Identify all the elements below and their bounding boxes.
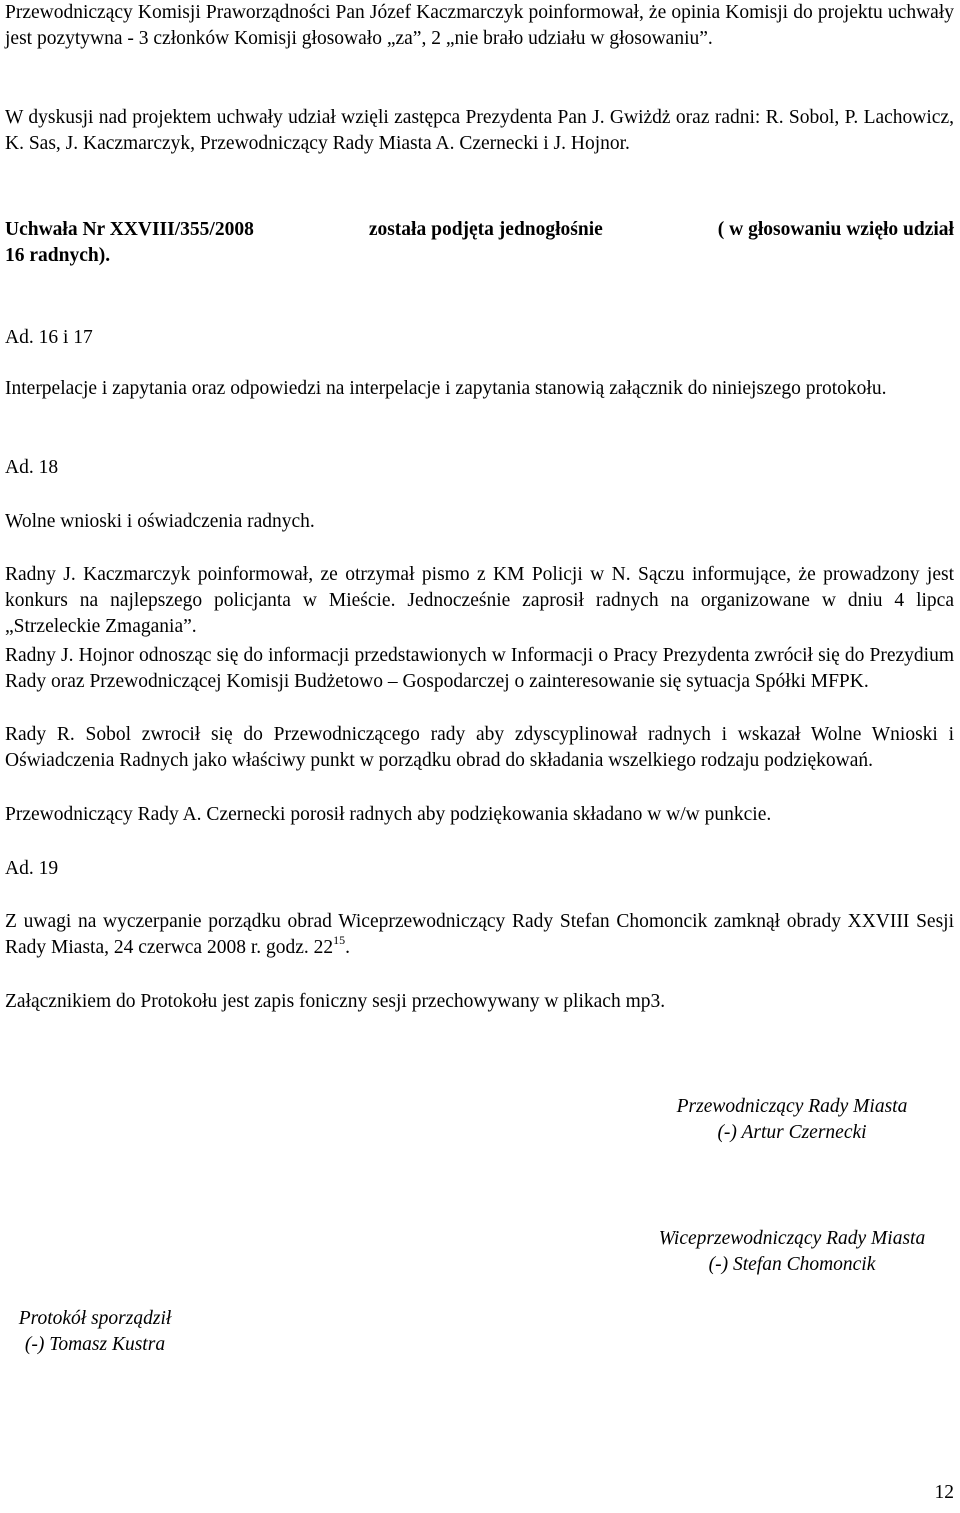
closing-time-minutes: 15: [333, 933, 346, 947]
resolution-block: [5, 217, 954, 269]
resolution-number: Uchwała Nr XXVIII/355/2008: [5, 219, 254, 240]
closing-text: Z uwagi na wyczerpanie porządku obrad Wiceprzewodniczący Rady Stefan Chomoncik zamknął obrady XXVIII Sesji Rady Miasta, 24 czerwca 2008 r. godz. 22: [5, 911, 954, 958]
resolution-note-end: 16 radnych).: [5, 245, 111, 266]
czernecki-paragraph: Przewodniczący Rady A. Czernecki porosił radnych aby podziękowania składano w w/w punkcie.: [5, 804, 772, 825]
resolution-line: [5, 217, 954, 243]
attachment-paragraph: Załącznikiem do Protokołu jest zapis foniczny sesji przechowywany w plikach mp3.: [5, 991, 666, 1012]
closing-end: .: [345, 937, 351, 958]
vice-chair-signature: [632, 1226, 952, 1278]
recorder-title: Protokół sporządził: [18, 1308, 172, 1329]
resolution-note-start: ( w głosowaniu wzięło udział: [717, 219, 954, 240]
chair-title: Przewodniczący Rady Miasta: [676, 1096, 908, 1117]
closing-paragraph: [5, 909, 954, 961]
interpellations-paragraph: Interpelacje i zapytania oraz odpowiedzi na interpelacje i zapytania stanowią załącznik do niniejszego protokołu.: [5, 378, 887, 399]
kaczmarczyk-paragraph: Radny J. Kaczmarczyk poinformował, ze otrzymał pismo z KM Policji w N. Sączu informujące, że prowadzony jest konkurs na najlepszego policjanta w Mieście. Jednocześnie zaprosił radnych na organizowane w dniu 4 lipca „Strzeleckie Zmagania”.: [5, 564, 954, 637]
vice-chair-name: (-) Stefan Chomoncik: [708, 1254, 876, 1275]
chair-name: (-) Artur Czernecki: [717, 1122, 867, 1143]
vice-chair-title: Wiceprzewodniczący Rady Miasta: [658, 1228, 926, 1249]
resolution-result: została podjęta jednogłośnie: [368, 219, 603, 240]
chair-signature: [654, 1094, 930, 1146]
discussion-paragraph: W dyskusji nad projektem uchwały udział wzięli zastępca Prezydenta Pan J. Gwiżdż oraz radni: R. Sobol, P. Lachowicz, K. Sas, J. Kaczmarczyk, Przewodniczący Rady Miasta A. Czernecki i J. Hojnor.: [5, 107, 954, 154]
agenda-item-16-17: Ad. 16 i 17: [5, 327, 93, 348]
commission-opinion-paragraph: Przewodniczący Komisji Praworządności Pan Józef Kaczmarczyk poinformował, że opinia Komisji do projektu uchwały jest pozytywna - 3 członków Komisji głosowało „za”, 2 „nie brało udziału w głosowaniu”.: [5, 2, 954, 49]
agenda-item-19: Ad. 19: [5, 858, 59, 879]
recorder-signature: [0, 1306, 190, 1358]
free-motions-heading: Wolne wnioski i oświadczenia radnych.: [5, 511, 315, 532]
sobol-paragraph: Rady R. Sobol zwrocił się do Przewodniczącego rady aby zdyscyplinował radnych i wskazał Wolne Wnioski i Oświadczenia Radnych jako właściwy punkt w porządku obrad do składania wszelkiego rodzaju podziękowań.: [5, 724, 954, 771]
recorder-name: (-) Tomasz Kustra: [24, 1334, 166, 1355]
page-number: 12: [934, 1482, 954, 1503]
hojnor-paragraph: Radny J. Hojnor odnosząc się do informacji przedstawionych w Informacji o Pracy Prezydenta zwrócił się do Prezydium Rady oraz Przewodniczącej Komisji Budżetowo – Gospodarczej o zainteresowanie się sytuacja Spółki MFPK.: [5, 645, 954, 692]
agenda-item-18: Ad. 18: [5, 457, 59, 478]
